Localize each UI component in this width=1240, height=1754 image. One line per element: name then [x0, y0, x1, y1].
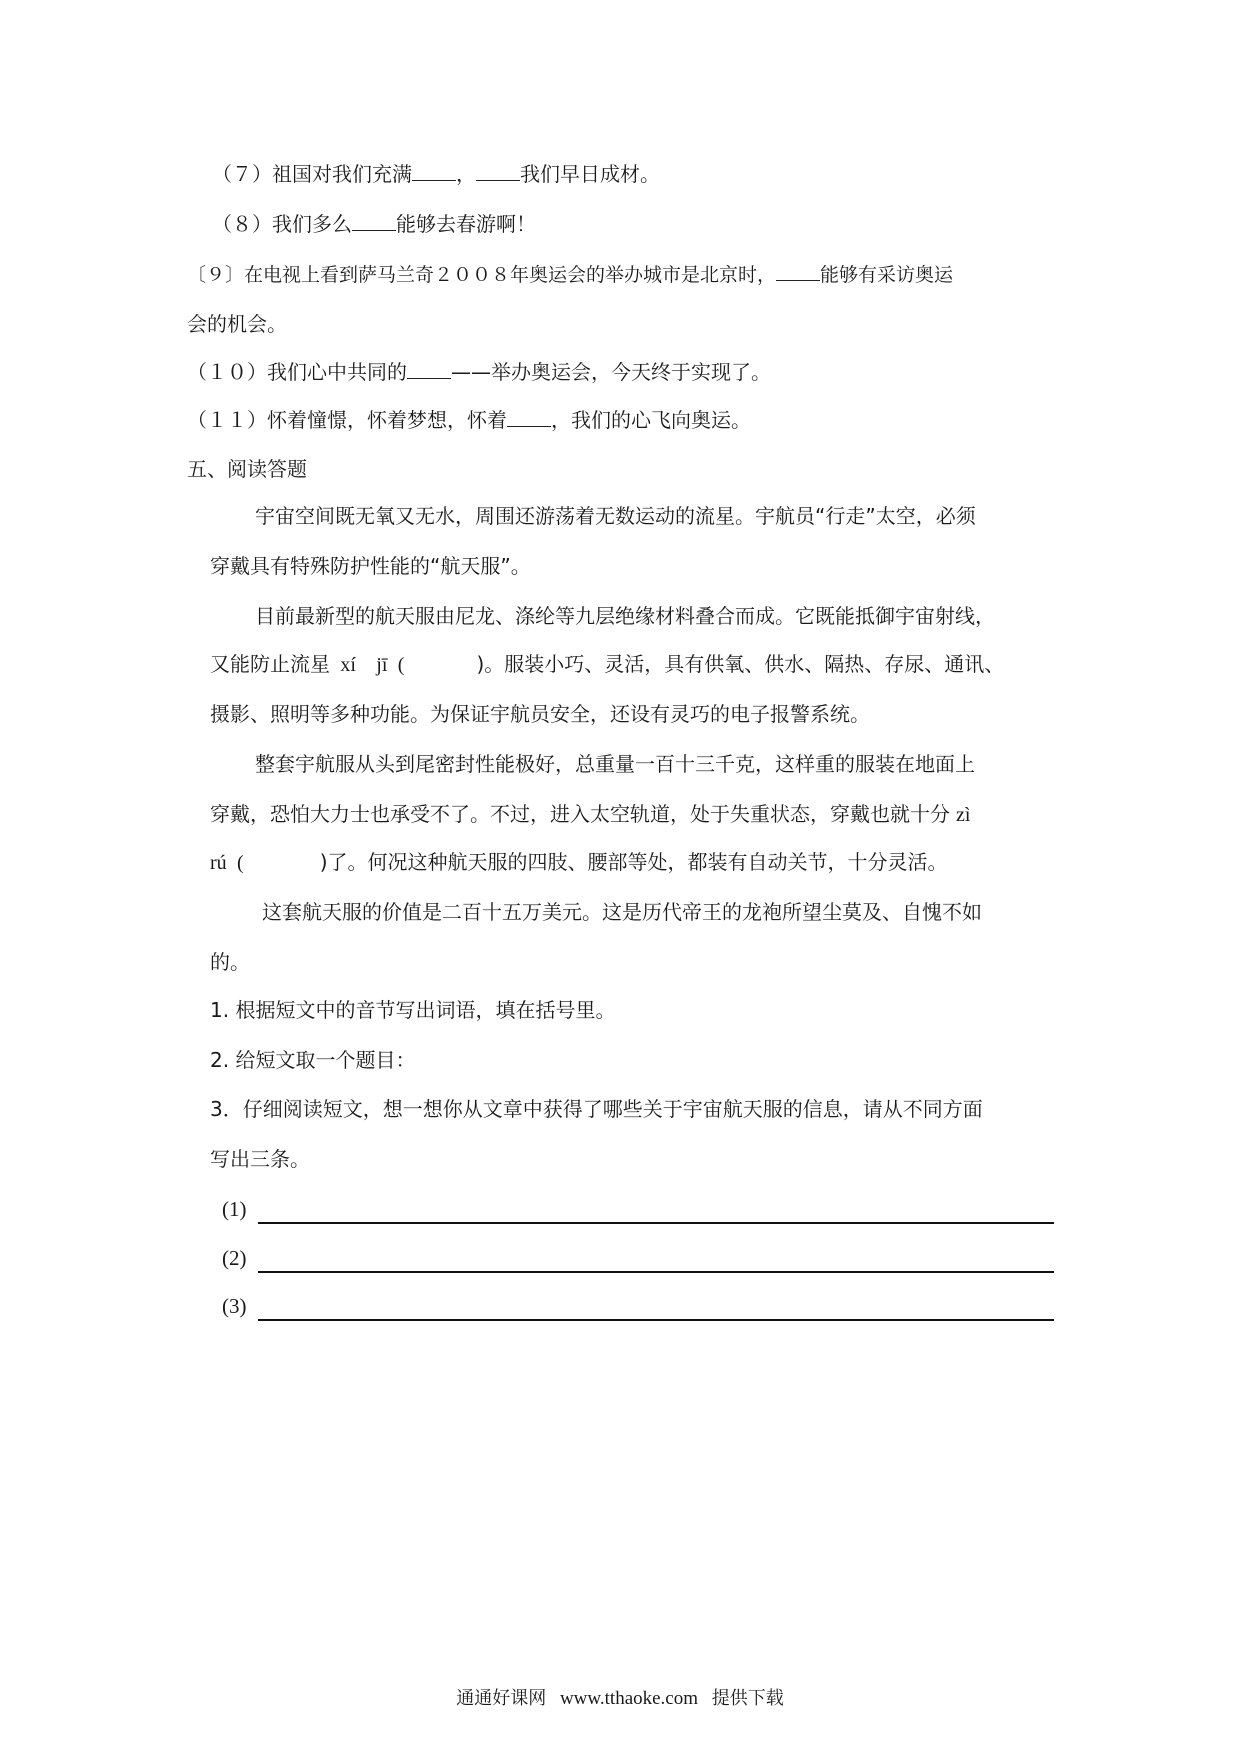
- q10-blank[interactable]: [407, 358, 451, 379]
- page-footer: [0, 1687, 1240, 1711]
- answer-label-2: (2): [222, 1246, 247, 1270]
- q10-text-pre: （１０）我们心中共同的: [187, 360, 407, 384]
- question-text: 2. 给短文取一个题目：: [210, 1048, 416, 1072]
- q11-text-pre: （１１）怀着憧憬，怀着梦想，怀着: [187, 408, 507, 432]
- question-11: [187, 406, 751, 434]
- q7-text-mid: ，: [456, 162, 476, 186]
- passage-p2-line-2: [210, 650, 1004, 679]
- passage-p2-line-1: [255, 602, 995, 630]
- answer-line-2[interactable]: [258, 1271, 1054, 1273]
- q8-text-post: 能够去春游啊！: [396, 212, 536, 236]
- passage-p3-line-2: [210, 800, 970, 829]
- question-3-line-2: [210, 1145, 310, 1173]
- q7-text-post: 我们早日成材。: [520, 162, 660, 186]
- answer-label-1: (1): [222, 1197, 247, 1221]
- q8-text-pre: （８）我们多么: [212, 212, 352, 236]
- question-1: [210, 996, 615, 1024]
- passage-p4-line-1: [262, 898, 982, 926]
- passage-p1-line-2: [210, 552, 531, 580]
- q7-blank-2[interactable]: [476, 160, 520, 181]
- q11-blank[interactable]: [507, 406, 551, 427]
- question-2: [210, 1046, 415, 1074]
- q11-text-post: ，我们的心飞向奥运。: [551, 408, 751, 432]
- footer-download-text: 提供下载: [711, 1688, 784, 1709]
- passage-text: )。服装小巧、灵活，具有供氧、供水、隔热、存尿、通讯、: [476, 652, 1005, 676]
- question-text: 写出三条。: [210, 1147, 310, 1171]
- q7-blank-1[interactable]: [412, 160, 456, 181]
- question-7: [212, 160, 660, 188]
- passage-text: 的。: [210, 950, 250, 974]
- q9-text-pre: 〔９〕在电视上看到萨马兰奇２００８年奥运会的举办城市是北京时，: [187, 264, 777, 286]
- answer-label-3: (3): [222, 1294, 247, 1318]
- q8-blank[interactable]: [352, 210, 396, 231]
- pinyin-xi: xí: [340, 654, 356, 676]
- question-3-line-1: [210, 1095, 983, 1123]
- section-5-heading: [187, 455, 307, 483]
- passage-p3-line-3: [210, 848, 948, 877]
- question-text: 1. 根据短文中的音节写出词语，填在括号里。: [210, 998, 616, 1022]
- answer-line-3[interactable]: [258, 1319, 1054, 1321]
- q9-text-post: 能够有采访奥运: [820, 264, 954, 286]
- answer-line-1[interactable]: [258, 1222, 1054, 1224]
- footer-url[interactable]: www.tthaoke.com: [559, 1688, 699, 1709]
- question-10: [187, 358, 771, 386]
- question-9-line-1: [187, 260, 953, 289]
- passage-text: 这套航天服的价值是二百十五万美元。这是历代帝王的龙袍所望尘莫及、自愧不如: [262, 900, 982, 924]
- passage-text: )了。何况这种航天服的四肢、腰部等处，都装有自动关节，十分灵活。: [319, 850, 948, 874]
- paren-open: (: [237, 852, 244, 874]
- passage-text: 穿戴具有特殊防护性能的“航天服”。: [210, 554, 531, 578]
- passage-text: 整套宇航服从头到尾密封性能极好，总重量一百十三千克，这样重的服装在地面上: [255, 752, 975, 776]
- pinyin-ru: rú: [210, 852, 227, 874]
- pinyin-zi: zì: [956, 804, 971, 826]
- passage-p3-line-1: [255, 750, 975, 778]
- passage-text: 穿戴，恐怕大力士也承受不了。不过，进入太空轨道，处于失重状态，穿戴也就十分: [210, 802, 950, 826]
- question-9-line-2: [187, 310, 287, 338]
- passage-p1-line-1: [255, 502, 976, 530]
- paren-open: (: [397, 654, 405, 676]
- q9-blank[interactable]: [776, 260, 820, 281]
- passage-text: 宇宙空间既无氧又无水，周围还游荡着无数运动的流星。宇航员“行走”太空，必须: [255, 504, 976, 528]
- passage-text: 又能防止流星: [210, 652, 330, 676]
- passage-p2-line-3: [210, 700, 870, 728]
- q7-text-pre: （７）祖国对我们充满: [212, 162, 412, 186]
- q9-text-cont: 会的机会。: [187, 312, 287, 336]
- q10-text-post: ——举办奥运会，今天终于实现了。: [451, 360, 771, 384]
- pinyin-ji: jī: [376, 654, 388, 676]
- section-5-heading-text: 五、阅读答题: [187, 457, 307, 481]
- passage-text: 目前最新型的航天服由尼龙、涤纶等九层绝缘材料叠合而成。它既能抵御宇宙射线，: [255, 604, 995, 628]
- question-8: [212, 210, 536, 238]
- passage-text: 摄影、照明等多种功能。为保证宇航员安全，还设有灵巧的电子报警系统。: [210, 702, 870, 726]
- footer-site-name: 通通好课网: [456, 1688, 547, 1709]
- question-text: 3．仔细阅读短文，想一想你从文章中获得了哪些关于宇宙航天服的信息，请从不同方面: [210, 1097, 983, 1121]
- passage-p4-line-2: [210, 948, 250, 976]
